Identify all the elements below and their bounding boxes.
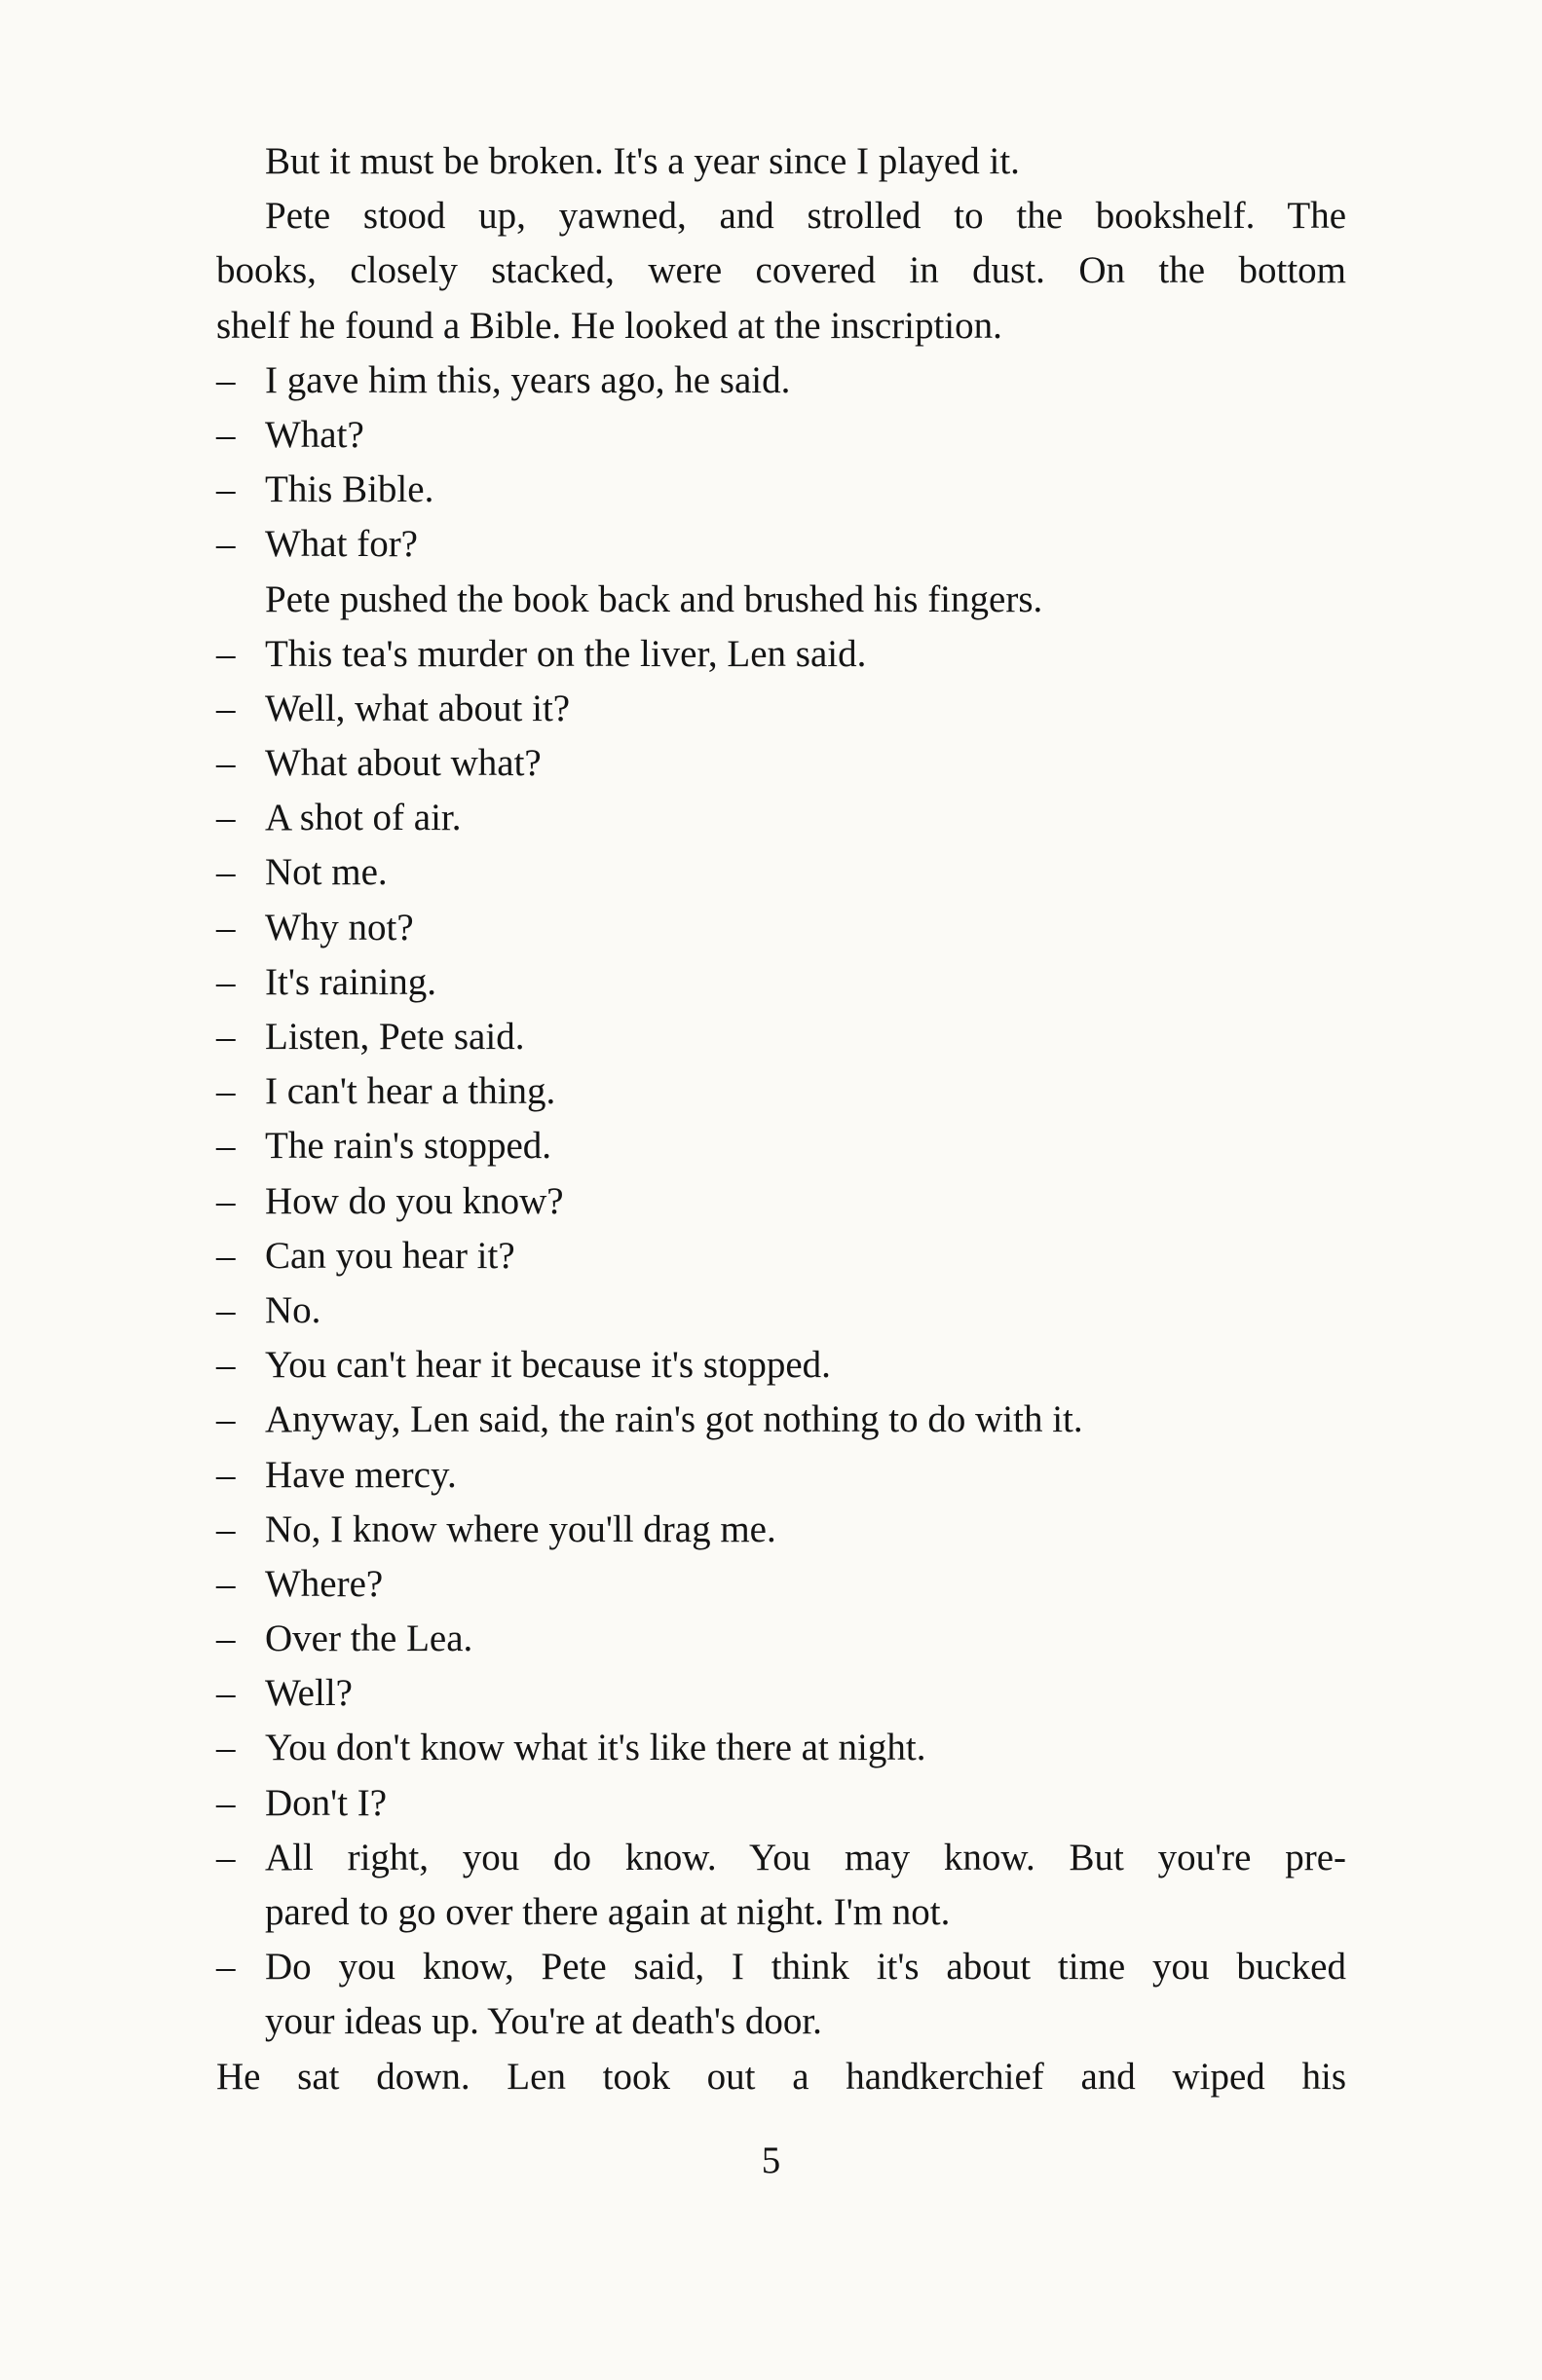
line-text: All right, you do know. You may know. But you're pre- bbox=[265, 1836, 1346, 1878]
dialogue-dash: – bbox=[216, 1016, 236, 1058]
dialogue-dash: – bbox=[216, 906, 236, 948]
dialogue-line bbox=[216, 845, 1346, 900]
dialogue-line bbox=[216, 1503, 1346, 1557]
line-text: You can't hear it because it's stopped. bbox=[265, 1344, 831, 1387]
line-text: Well, what about it? bbox=[265, 687, 571, 729]
line-text: Why not? bbox=[265, 906, 414, 948]
paragraph-line bbox=[216, 134, 1346, 189]
dialogue-line bbox=[216, 353, 1346, 408]
dialogue-line bbox=[216, 1557, 1346, 1612]
dialogue-line bbox=[216, 408, 1346, 463]
dialogue-line bbox=[216, 1174, 1346, 1229]
line-text: Pete stood up, yawned, and strolled to the bookshelf. The bbox=[265, 195, 1346, 238]
dialogue-line bbox=[216, 1448, 1346, 1503]
line-text: Do you know, Pete said, I think it's about time you bucked bbox=[265, 1946, 1346, 1989]
line-text: Listen, Pete said. bbox=[265, 1016, 525, 1058]
dialogue-dash: – bbox=[216, 1672, 236, 1715]
dialogue-dash: – bbox=[216, 1179, 236, 1222]
line-text: Don't I? bbox=[265, 1781, 388, 1824]
dialogue-dash: – bbox=[216, 413, 236, 456]
dialogue-line bbox=[216, 1831, 1346, 1885]
dialogue-dash: – bbox=[216, 1234, 236, 1277]
dialogue-dash: – bbox=[216, 1507, 236, 1550]
dialogue-dash: – bbox=[216, 1288, 236, 1331]
dialogue-line bbox=[216, 955, 1346, 1010]
dialogue-dash: – bbox=[216, 523, 236, 566]
dialogue-dash: – bbox=[216, 1453, 236, 1496]
dialogue-line bbox=[216, 1283, 1346, 1338]
dialogue-dash: – bbox=[216, 960, 236, 1003]
line-text: Not me. bbox=[265, 851, 388, 894]
dialogue-line bbox=[216, 1776, 1346, 1831]
line-text: Have mercy. bbox=[265, 1453, 457, 1496]
dialogue-dash: – bbox=[216, 1398, 236, 1441]
paragraph-line bbox=[216, 573, 1346, 627]
dialogue-line bbox=[216, 1119, 1346, 1173]
line-text: You don't know what it's like there at night. bbox=[265, 1727, 926, 1769]
dialogue-dash: – bbox=[216, 1946, 236, 1989]
line-text: Anyway, Len said, the rain's got nothing to do with it. bbox=[265, 1398, 1083, 1441]
line-text: your ideas up. You're at death's door. bbox=[265, 2000, 822, 2043]
dialogue-dash: – bbox=[216, 1344, 236, 1387]
dialogue-line bbox=[216, 1612, 1346, 1666]
paragraph-line bbox=[216, 189, 1346, 243]
dialogue-line bbox=[216, 1393, 1346, 1447]
line-text: I can't hear a thing. bbox=[265, 1070, 556, 1113]
dialogue-line bbox=[216, 901, 1346, 955]
paragraph-line bbox=[216, 243, 1346, 298]
line-text: shelf he found a Bible. He looked at the inscription. bbox=[216, 304, 1002, 347]
page-number: 5 bbox=[761, 2139, 781, 2181]
dialogue-line bbox=[216, 1721, 1346, 1775]
line-text: He sat down. Len took out a handkerchief and wiped his bbox=[216, 2055, 1346, 2098]
line-text: No. bbox=[265, 1288, 321, 1331]
line-text: How do you know? bbox=[265, 1179, 564, 1222]
dialogue-line bbox=[216, 1885, 1346, 1940]
line-text: I gave him this, years ago, he said. bbox=[265, 358, 791, 401]
dialogue-dash: – bbox=[216, 358, 236, 401]
dialogue-line bbox=[216, 627, 1346, 682]
line-text: books, closely stacked, were covered in dust. On the bottom bbox=[216, 249, 1346, 292]
dialogue-dash: – bbox=[216, 1836, 236, 1878]
dialogue-line bbox=[216, 682, 1346, 736]
line-text: Pete pushed the book back and brushed his fingers. bbox=[265, 577, 1043, 620]
dialogue-line bbox=[216, 463, 1346, 517]
dialogue-line bbox=[216, 1338, 1346, 1393]
line-text: What for? bbox=[265, 523, 418, 566]
line-text: This tea's murder on the liver, Len said. bbox=[265, 632, 867, 675]
line-text: It's raining. bbox=[265, 960, 436, 1003]
line-text: Well? bbox=[265, 1672, 353, 1715]
dialogue-dash: – bbox=[216, 1781, 236, 1824]
dialogue-dash: – bbox=[216, 851, 236, 894]
paragraph-line bbox=[216, 299, 1346, 353]
line-text: Over the Lea. bbox=[265, 1618, 473, 1660]
dialogue-line bbox=[216, 791, 1346, 845]
line-text: Can you hear it? bbox=[265, 1234, 515, 1277]
line-text: The rain's stopped. bbox=[265, 1125, 552, 1168]
dialogue-line bbox=[216, 1010, 1346, 1064]
line-text: pared to go over there again at night. I'm not. bbox=[265, 1891, 951, 1933]
dialogue-line bbox=[216, 517, 1346, 572]
line-text: But it must be broken. It's a year since I played it. bbox=[265, 140, 1020, 182]
dialogue-dash: – bbox=[216, 797, 236, 839]
dialogue-dash: – bbox=[216, 687, 236, 729]
dialogue-line bbox=[216, 1666, 1346, 1721]
dialogue-dash: – bbox=[216, 1125, 236, 1168]
dialogue-dash: – bbox=[216, 468, 236, 511]
line-text: No, I know where you'll drag me. bbox=[265, 1507, 776, 1550]
dialogue-line bbox=[216, 736, 1346, 791]
line-text: Where? bbox=[265, 1562, 384, 1605]
dialogue-dash: – bbox=[216, 1618, 236, 1660]
line-text: What about what? bbox=[265, 742, 542, 785]
paragraph-line bbox=[216, 2050, 1346, 2104]
dialogue-dash: – bbox=[216, 1070, 236, 1113]
body-text bbox=[216, 134, 1346, 2104]
dialogue-line bbox=[216, 1064, 1346, 1119]
dialogue-line bbox=[216, 1940, 1346, 1994]
dialogue-dash: – bbox=[216, 632, 236, 675]
dialogue-dash: – bbox=[216, 1727, 236, 1769]
dialogue-line bbox=[216, 1994, 1346, 2049]
line-text: What? bbox=[265, 413, 364, 456]
dialogue-line bbox=[216, 1229, 1346, 1283]
dialogue-dash: – bbox=[216, 1562, 236, 1605]
line-text: This Bible. bbox=[265, 468, 434, 511]
line-text: A shot of air. bbox=[265, 797, 462, 839]
dialogue-dash: – bbox=[216, 742, 236, 785]
